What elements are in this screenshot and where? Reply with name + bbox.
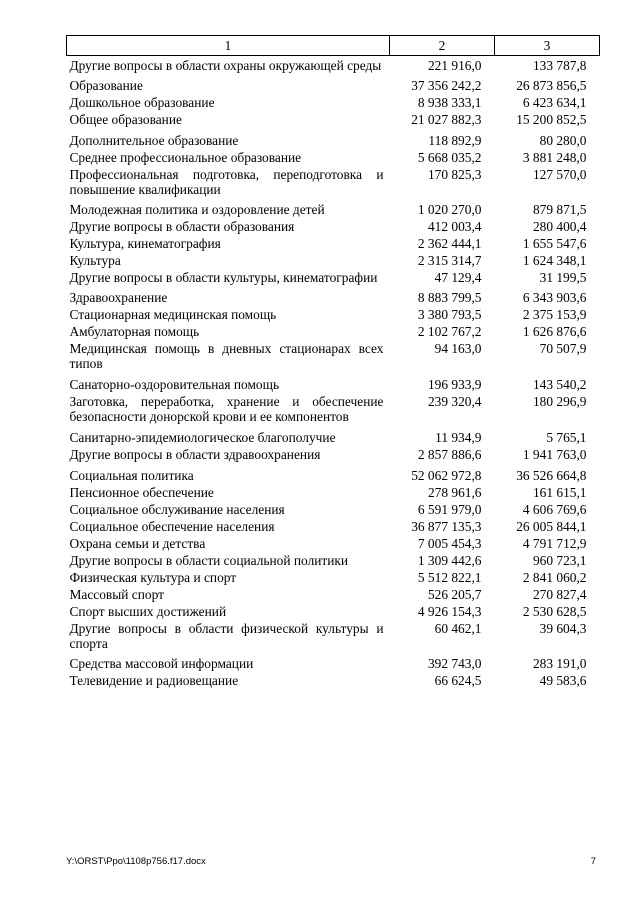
row-value-col-3: 15 200 852,5 <box>516 112 587 127</box>
table-row <box>67 445 600 462</box>
row-value-col-2: 2 315 314,7 <box>417 253 482 268</box>
table-row <box>67 568 600 585</box>
row-name: Образование <box>69 78 143 93</box>
row-value-col-3: 6 343 903,6 <box>522 290 587 305</box>
table-row <box>67 534 600 551</box>
row-value-col-2: 36 877 135,3 <box>411 519 482 534</box>
row-value-col-3: 180 296,9 <box>532 394 587 409</box>
table-body <box>67 56 600 689</box>
table-row <box>67 517 600 534</box>
row-value-col-2: 2 857 886,6 <box>417 447 482 462</box>
row-name: Спорт высших достижений <box>69 604 227 619</box>
table-row <box>67 285 600 305</box>
row-name: Другие вопросы в области здравоохранения <box>69 447 321 462</box>
row-name: Стационарная медицинская помощь <box>69 307 277 322</box>
row-value-col-3: 26 005 844,1 <box>516 519 587 534</box>
row-name: Амбулаторная помощь <box>69 324 200 339</box>
header-col-1: 1 <box>67 36 390 56</box>
row-name: Среднее профессиональное образование <box>69 150 302 165</box>
table-row <box>67 305 600 322</box>
row-value-col-3: 143 540,2 <box>532 377 587 392</box>
row-value-col-3: 80 280,0 <box>539 133 587 148</box>
row-name: Санаторно-оздоровительная помощь <box>69 377 280 392</box>
table-header <box>67 36 600 56</box>
row-name: Другие вопросы в области культуры, кинематографии <box>69 270 378 285</box>
row-value-col-2: 6 591 979,0 <box>417 502 482 517</box>
row-value-col-2: 4 926 154,3 <box>417 604 482 619</box>
table-row <box>67 148 600 165</box>
row-name: Культура <box>69 253 121 268</box>
table-row <box>67 483 600 500</box>
table-row <box>67 339 600 371</box>
table-row <box>67 73 600 93</box>
row-value-col-2: 60 462,1 <box>434 621 482 636</box>
row-name: Физическая культура и спорт <box>69 570 237 585</box>
row-name: Молодежная политика и оздоровление детей <box>69 202 325 217</box>
row-value-col-3: 4 791 712,9 <box>522 536 587 551</box>
row-value-col-3: 960 723,1 <box>532 553 587 568</box>
row-value-col-2: 47 129,4 <box>434 270 482 285</box>
table-row <box>67 500 600 517</box>
table-row <box>67 217 600 234</box>
header-row <box>67 36 600 56</box>
table-row <box>67 56 600 74</box>
row-value-col-3: 2 375 153,9 <box>522 307 587 322</box>
row-value-col-2: 239 320,4 <box>427 394 482 409</box>
row-value-col-3: 133 787,8 <box>532 58 587 73</box>
table-row <box>67 424 600 445</box>
row-value-col-2: 118 892,9 <box>428 133 482 148</box>
row-value-col-3: 879 871,5 <box>532 202 587 217</box>
row-name: Профессиональная подготовка, переподготовка и повышение квалификации <box>69 167 384 197</box>
row-value-col-3: 161 615,1 <box>532 485 587 500</box>
row-value-col-2: 21 027 882,3 <box>411 112 482 127</box>
table-row <box>67 671 600 688</box>
row-value-col-3: 31 199,5 <box>539 270 587 285</box>
table-row <box>67 234 600 251</box>
row-value-col-3: 49 583,6 <box>539 673 587 688</box>
header-col-2: 2 <box>390 36 495 56</box>
row-value-col-2: 221 916,0 <box>427 58 482 73</box>
row-value-col-3: 39 604,3 <box>539 621 587 636</box>
row-value-col-2: 52 062 972,8 <box>411 468 482 483</box>
row-value-col-2: 8 883 799,5 <box>417 290 482 305</box>
table-row <box>67 127 600 148</box>
table-row <box>67 165 600 197</box>
row-value-col-2: 66 624,5 <box>434 673 482 688</box>
row-name: Другие вопросы в области физической культуры и спорта <box>69 621 384 651</box>
row-value-col-3: 2 841 060,2 <box>522 570 587 585</box>
row-name: Медицинская помощь в дневных стационарах всех типов <box>69 341 384 371</box>
row-value-col-2: 7 005 454,3 <box>417 536 482 551</box>
row-value-col-2: 3 380 793,5 <box>417 307 482 322</box>
table-row <box>67 371 600 392</box>
row-value-col-3: 1 941 763,0 <box>522 447 587 462</box>
row-name: Заготовка, переработка, хранение и обеспечение безопасности донорской крови и ее компонентов <box>69 394 384 424</box>
table-row <box>67 619 600 651</box>
row-name: Массовый спорт <box>69 587 164 602</box>
row-value-col-2: 8 938 333,1 <box>417 95 482 110</box>
row-value-col-3: 1 626 876,6 <box>522 324 587 339</box>
row-value-col-2: 1 020 270,0 <box>417 202 482 217</box>
table-row <box>67 462 600 483</box>
table-row <box>67 551 600 568</box>
row-name: Телевидение и радиовещание <box>69 673 239 688</box>
table-row <box>67 602 600 619</box>
row-value-col-3: 36 526 664,8 <box>516 468 587 483</box>
row-value-col-2: 170 825,3 <box>427 167 482 182</box>
row-value-col-2: 2 102 767,2 <box>417 324 482 339</box>
row-name: Культура, кинематография <box>69 236 221 251</box>
table-row <box>67 197 600 217</box>
row-name: Здравоохранение <box>69 290 168 305</box>
row-name: Общее образование <box>69 112 182 127</box>
header-col-3: 3 <box>495 36 600 56</box>
row-value-col-3: 70 507,9 <box>539 341 587 356</box>
row-name: Дошкольное образование <box>69 95 215 110</box>
row-name: Средства массовой информации <box>69 656 254 671</box>
row-name: Дополнительное образование <box>69 133 239 148</box>
row-value-col-3: 26 873 856,5 <box>516 78 587 93</box>
row-name: Социальная политика <box>69 468 194 483</box>
row-name: Другие вопросы в области охраны окружающей среды <box>69 58 382 73</box>
row-value-col-3: 3 881 248,0 <box>522 150 587 165</box>
row-value-col-2: 5 668 035,2 <box>417 150 482 165</box>
row-name: Социальное обслуживание населения <box>69 502 285 517</box>
budget-table <box>66 35 600 688</box>
row-value-col-2: 11 934,9 <box>435 430 482 445</box>
row-value-col-3: 127 570,0 <box>532 167 587 182</box>
footer-file-path: Y:\ORST\Ppo\1108p756.f17.docx <box>66 856 206 867</box>
row-value-col-2: 37 356 242,2 <box>411 78 482 93</box>
row-name: Другие вопросы в области социальной политики <box>69 553 349 568</box>
row-name: Санитарно-эпидемиологическое благополучие <box>69 430 336 445</box>
row-name: Пенсионное обеспечение <box>69 485 214 500</box>
table-row <box>67 392 600 424</box>
row-value-col-2: 412 003,4 <box>427 219 482 234</box>
row-name: Охрана семьи и детства <box>69 536 206 551</box>
row-name: Другие вопросы в области образования <box>69 219 295 234</box>
row-value-col-2: 526 205,7 <box>427 587 482 602</box>
row-value-col-2: 392 743,0 <box>427 656 482 671</box>
table-row <box>67 651 600 671</box>
row-value-col-2: 196 933,9 <box>427 377 482 392</box>
row-value-col-3: 280 400,4 <box>532 219 587 234</box>
row-value-col-3: 6 423 634,1 <box>522 95 587 110</box>
row-name: Социальное обеспечение населения <box>69 519 275 534</box>
table-row <box>67 251 600 268</box>
row-value-col-3: 283 191,0 <box>532 656 587 671</box>
footer-page-number: 7 <box>590 856 596 867</box>
table-row <box>67 585 600 602</box>
row-value-col-3: 270 827,4 <box>532 587 587 602</box>
table-row <box>67 322 600 339</box>
table-row <box>67 93 600 110</box>
row-value-col-2: 2 362 444,1 <box>417 236 482 251</box>
row-value-col-2: 94 163,0 <box>434 341 482 356</box>
row-value-col-3: 5 765,1 <box>546 430 587 445</box>
table-row <box>67 110 600 127</box>
row-value-col-3: 2 530 628,5 <box>522 604 587 619</box>
row-value-col-3: 4 606 769,6 <box>522 502 587 517</box>
row-value-col-3: 1 655 547,6 <box>522 236 587 251</box>
table-row <box>67 268 600 285</box>
row-value-col-2: 1 309 442,6 <box>417 553 482 568</box>
row-value-col-3: 1 624 348,1 <box>522 253 587 268</box>
row-value-col-2: 278 961,6 <box>427 485 482 500</box>
row-value-col-2: 5 512 822,1 <box>417 570 482 585</box>
